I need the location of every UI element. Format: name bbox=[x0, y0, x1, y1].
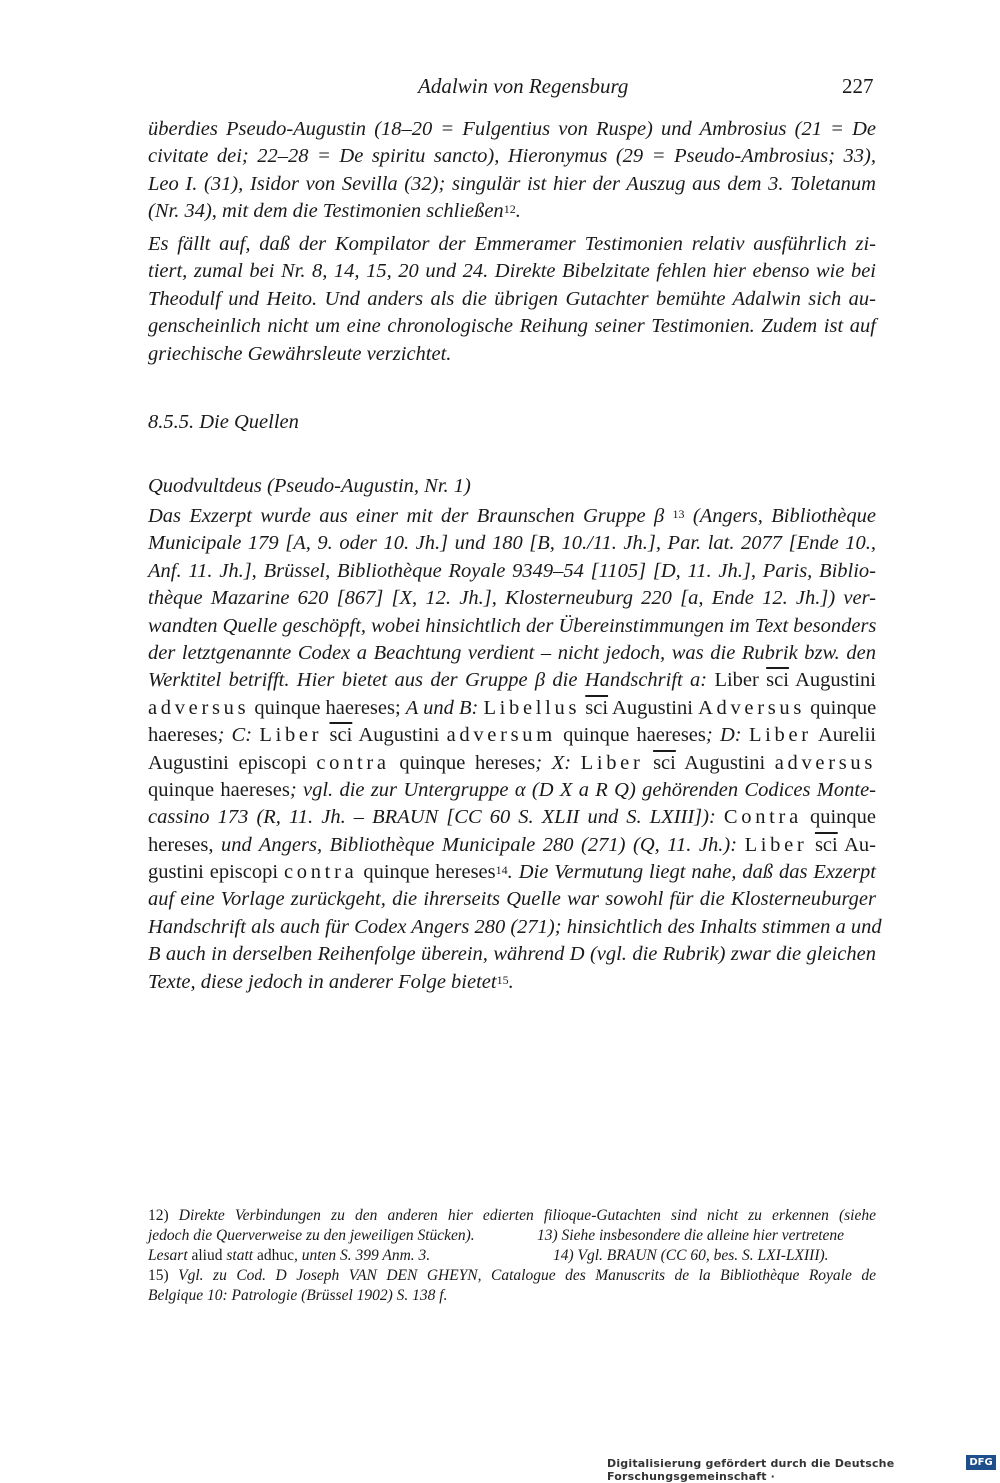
text-segment: Texte, diese jedoch in anderer Folge bietet bbox=[148, 970, 497, 993]
text-line: genscheinlich nicht um eine chronologische Reihung seiner Testimonien. Zudem ist auf bbox=[148, 315, 876, 338]
footnote-text bbox=[148, 1247, 430, 1264]
latin-title: quinque hereses bbox=[357, 861, 496, 884]
footnotes bbox=[148, 1206, 876, 1306]
spaced-word: Libellus bbox=[483, 696, 581, 719]
spaced-word: contra bbox=[284, 861, 358, 884]
text-line bbox=[148, 722, 876, 749]
footnote-text: jedoch die Querverweise zu den jeweiligen Stücken). bbox=[148, 1227, 475, 1244]
text-segment: A und B: bbox=[405, 696, 479, 719]
footnote-number: 12) bbox=[148, 1207, 179, 1224]
text-line: auf eine Vorlage zurückgeht, die ihrerseits Quelle war sowohl für die Klosterneuburger bbox=[148, 888, 876, 911]
latin-title: Liber bbox=[714, 669, 767, 692]
text-line: Municipale 179 [A, 9. oder 10. Jh.] und 180 [B, 10./11. Jh.], Par. lat. 2077 [Ende 10., bbox=[148, 532, 876, 555]
space bbox=[643, 752, 653, 774]
text-segment: . Die Vermutung liegt nahe, daß das Exzerpt bbox=[507, 861, 877, 884]
section-heading: 8.5.5. Die Quellen bbox=[148, 411, 299, 433]
footnote-line bbox=[148, 1246, 876, 1266]
text-line bbox=[148, 198, 876, 225]
text-line: wandten Quelle geschöpft, wobei hinsichtlich der Übereinstimmungen im Text besonders bbox=[148, 614, 877, 637]
footnote-12 bbox=[148, 1206, 876, 1226]
subheading: Quodvultdeus (Pseudo-Augustin, Nr. 1) bbox=[148, 475, 471, 497]
text-segment: ; X: bbox=[535, 751, 581, 774]
running-header bbox=[0, 74, 1000, 100]
text-line bbox=[148, 667, 876, 694]
text-line bbox=[148, 832, 876, 859]
abbreviation-sci: $\overline{sci}$ bbox=[653, 751, 676, 774]
text-segment: (Angers, Bibliothèque bbox=[684, 505, 877, 527]
footnote-13: 13) Siehe insbesondere die alleine hier vertretene bbox=[537, 1227, 845, 1244]
text-segment: cassino 173 (R, 11. Jh. – BRAUN [CC 60 S. XLII und S. LXIII]): bbox=[148, 806, 724, 829]
footnote-text: Direkte Verbindungen zu den anderen hier edierten filioque-Gutachten sind nicht zu erkennen (siehe bbox=[178, 1207, 876, 1224]
text-line: civitate dei; 22–28 = De spiritu sancto), Hieronymus (29 = Pseudo-Ambrosius; 33), bbox=[148, 145, 876, 168]
space bbox=[807, 834, 815, 856]
footnote-ref-13[interactable]: 13 bbox=[672, 507, 685, 521]
text-segment: ; vgl. die zur Untergruppe α (D X a R Q) gehörenden Codices Monte- bbox=[289, 778, 876, 801]
text-segment: . bbox=[508, 970, 514, 993]
text-segment: ; D: bbox=[705, 724, 749, 747]
abbreviation-sci: $\overline{sci}$ bbox=[814, 833, 838, 856]
footnote-text: Vgl. zu Cod. D Joseph VAN DEN GHEYN, Catalogue des Manuscrits de la Bibliothèque Royale de bbox=[178, 1267, 876, 1284]
paragraph-1 bbox=[148, 116, 876, 226]
text-line bbox=[148, 859, 876, 886]
abbreviation-sci: $\overline{sci}$ bbox=[585, 696, 609, 719]
latin-word: aliud bbox=[191, 1247, 223, 1264]
footnote-ref-15[interactable]: 15 bbox=[496, 972, 509, 987]
latin-title: quinque haereses bbox=[148, 778, 290, 801]
text-line: thèque Mazarine 620 [867] [X, 12. Jh.], Klosterneuburg 220 [a, Ende 12. Jh.]) ver- bbox=[148, 587, 876, 610]
text-segment: . bbox=[515, 200, 521, 223]
abbreviation-sci: $\overline{sci}$ bbox=[329, 724, 353, 747]
text-line bbox=[148, 804, 876, 831]
text-line: Anf. 11. Jh.], Brüssel, Bibliothèque Royale 9349–54 [1105] [D, 11. Jh.], Paris, Biblio- bbox=[148, 559, 876, 582]
text-line: überdies Pseudo-Augustin (18–20 = Fulgentius von Ruspe) und Ambrosius (21 = De bbox=[148, 118, 876, 140]
text-line: Handschrift als auch für Codex Angers 280 (271); hinsichtlich des Inhalts stimmen a und bbox=[148, 915, 882, 938]
latin-title: Augustini episcopi bbox=[148, 751, 317, 774]
latin-title: Augustini bbox=[788, 669, 876, 692]
text-segment: Das Exzerpt wurde aus einer mit der Braunschen Gruppe β bbox=[148, 505, 673, 527]
spaced-word: Liber bbox=[748, 724, 812, 747]
dfg-logo: DFG bbox=[966, 1455, 996, 1470]
spaced-word: Adversus bbox=[698, 696, 806, 719]
spaced-word: Liber bbox=[744, 833, 808, 856]
text-segment: Werktitel betrifft. Hier bietet aus der Gruppe β die Handschrift a: bbox=[148, 669, 715, 692]
latin-title: quinque haereses bbox=[555, 724, 706, 747]
spaced-word: adversus bbox=[148, 696, 250, 719]
paragraph-3 bbox=[148, 503, 882, 996]
running-title: Adalwin von Regensburg bbox=[418, 74, 629, 98]
text-line: Es fällt auf, daß der Kompilator der Emmeramer Testimonien relativ ausführlich zi- bbox=[148, 233, 876, 255]
text-segment: und Angers, Bibliothèque Municipale 280 (271) (Q, 11. Jh.): bbox=[220, 833, 745, 856]
abbreviation-sci: $\overline{sci}$ bbox=[766, 669, 789, 692]
footnote-text: statt bbox=[222, 1247, 257, 1264]
space bbox=[322, 724, 329, 746]
paragraph-2 bbox=[148, 231, 876, 368]
text-line bbox=[148, 695, 876, 722]
text-line bbox=[148, 777, 876, 804]
spaced-word: Contra bbox=[723, 806, 802, 829]
footnote-ref-12[interactable]: 12 bbox=[503, 202, 516, 217]
latin-title: hereses, bbox=[148, 833, 221, 856]
text-line: griechische Gewährsleute verzichtet. bbox=[148, 342, 452, 365]
latin-word: adhuc bbox=[256, 1247, 294, 1264]
text-line bbox=[148, 503, 876, 530]
latin-title: Au- bbox=[837, 833, 876, 856]
footnote-number: 15) bbox=[148, 1267, 179, 1284]
spaced-word: Liber bbox=[580, 751, 644, 774]
text-line: der letztgenannte Codex a Beachtung verdient – nicht jedoch, was die Rubrik bzw. den bbox=[148, 641, 876, 664]
latin-title: Augustini bbox=[608, 696, 699, 719]
footnote-text: Lesart bbox=[148, 1247, 192, 1264]
latin-title: Augustini bbox=[675, 751, 775, 774]
text-line: B auch in derselben Reihenfolge überein, während D (vgl. die Rubrik) zwar die gleichen bbox=[148, 943, 876, 966]
latin-title: Augustini bbox=[352, 724, 447, 747]
latin-title: quinque bbox=[805, 696, 877, 719]
footnote-text: , unten S. 399 Anm. 3. bbox=[293, 1247, 431, 1264]
page-number: 227 bbox=[842, 74, 874, 98]
spaced-word: adversum bbox=[446, 724, 556, 747]
latin-title: haereses bbox=[148, 724, 218, 747]
text-segment: (Nr. 34), mit dem die Testimonien schließen bbox=[148, 200, 504, 223]
text-line: Theodulf und Heito. Und anders als die übrigen Gutachter bemühte Adalwin sich au- bbox=[148, 287, 876, 310]
latin-title: gustini episcopi bbox=[148, 861, 285, 884]
text-line bbox=[148, 969, 876, 996]
spaced-word: adversus bbox=[774, 751, 876, 774]
footnote-ref-14[interactable]: 14 bbox=[495, 863, 508, 878]
footnote-14: 14) Vgl. BRAUN (CC 60, bes. S. LXI-LXIII). bbox=[553, 1247, 829, 1264]
latin-title: quinque hereses bbox=[389, 751, 536, 774]
text-line: tiert, zumal bei Nr. 8, 14, 15, 20 und 24. Direkte Bibelzitate fehlen hier ebenso wie bei bbox=[148, 260, 876, 283]
latin-title: quinque haereses; bbox=[249, 696, 406, 719]
spaced-word: contra bbox=[316, 751, 390, 774]
latin-title: Aurelii bbox=[811, 724, 877, 747]
text-segment: ; C: bbox=[217, 724, 260, 747]
text-line: Leo I. (31), Isidor von Sevilla (32); singulär ist hier der Auszug aus dem 3. Toletanum bbox=[148, 172, 876, 195]
digitization-credit: Digitalisierung gefördert durch die Deutsche Forschungsgemeinschaft · bbox=[607, 1457, 895, 1483]
footnote-15 bbox=[148, 1266, 876, 1286]
spaced-word: Liber bbox=[259, 724, 323, 747]
footnote-line bbox=[148, 1226, 876, 1246]
footnote-line: Belgique 10: Patrologie (Brüssel 1902) S. 138 f. bbox=[148, 1287, 448, 1304]
latin-title: quinque bbox=[801, 806, 877, 829]
text-line bbox=[148, 750, 876, 777]
